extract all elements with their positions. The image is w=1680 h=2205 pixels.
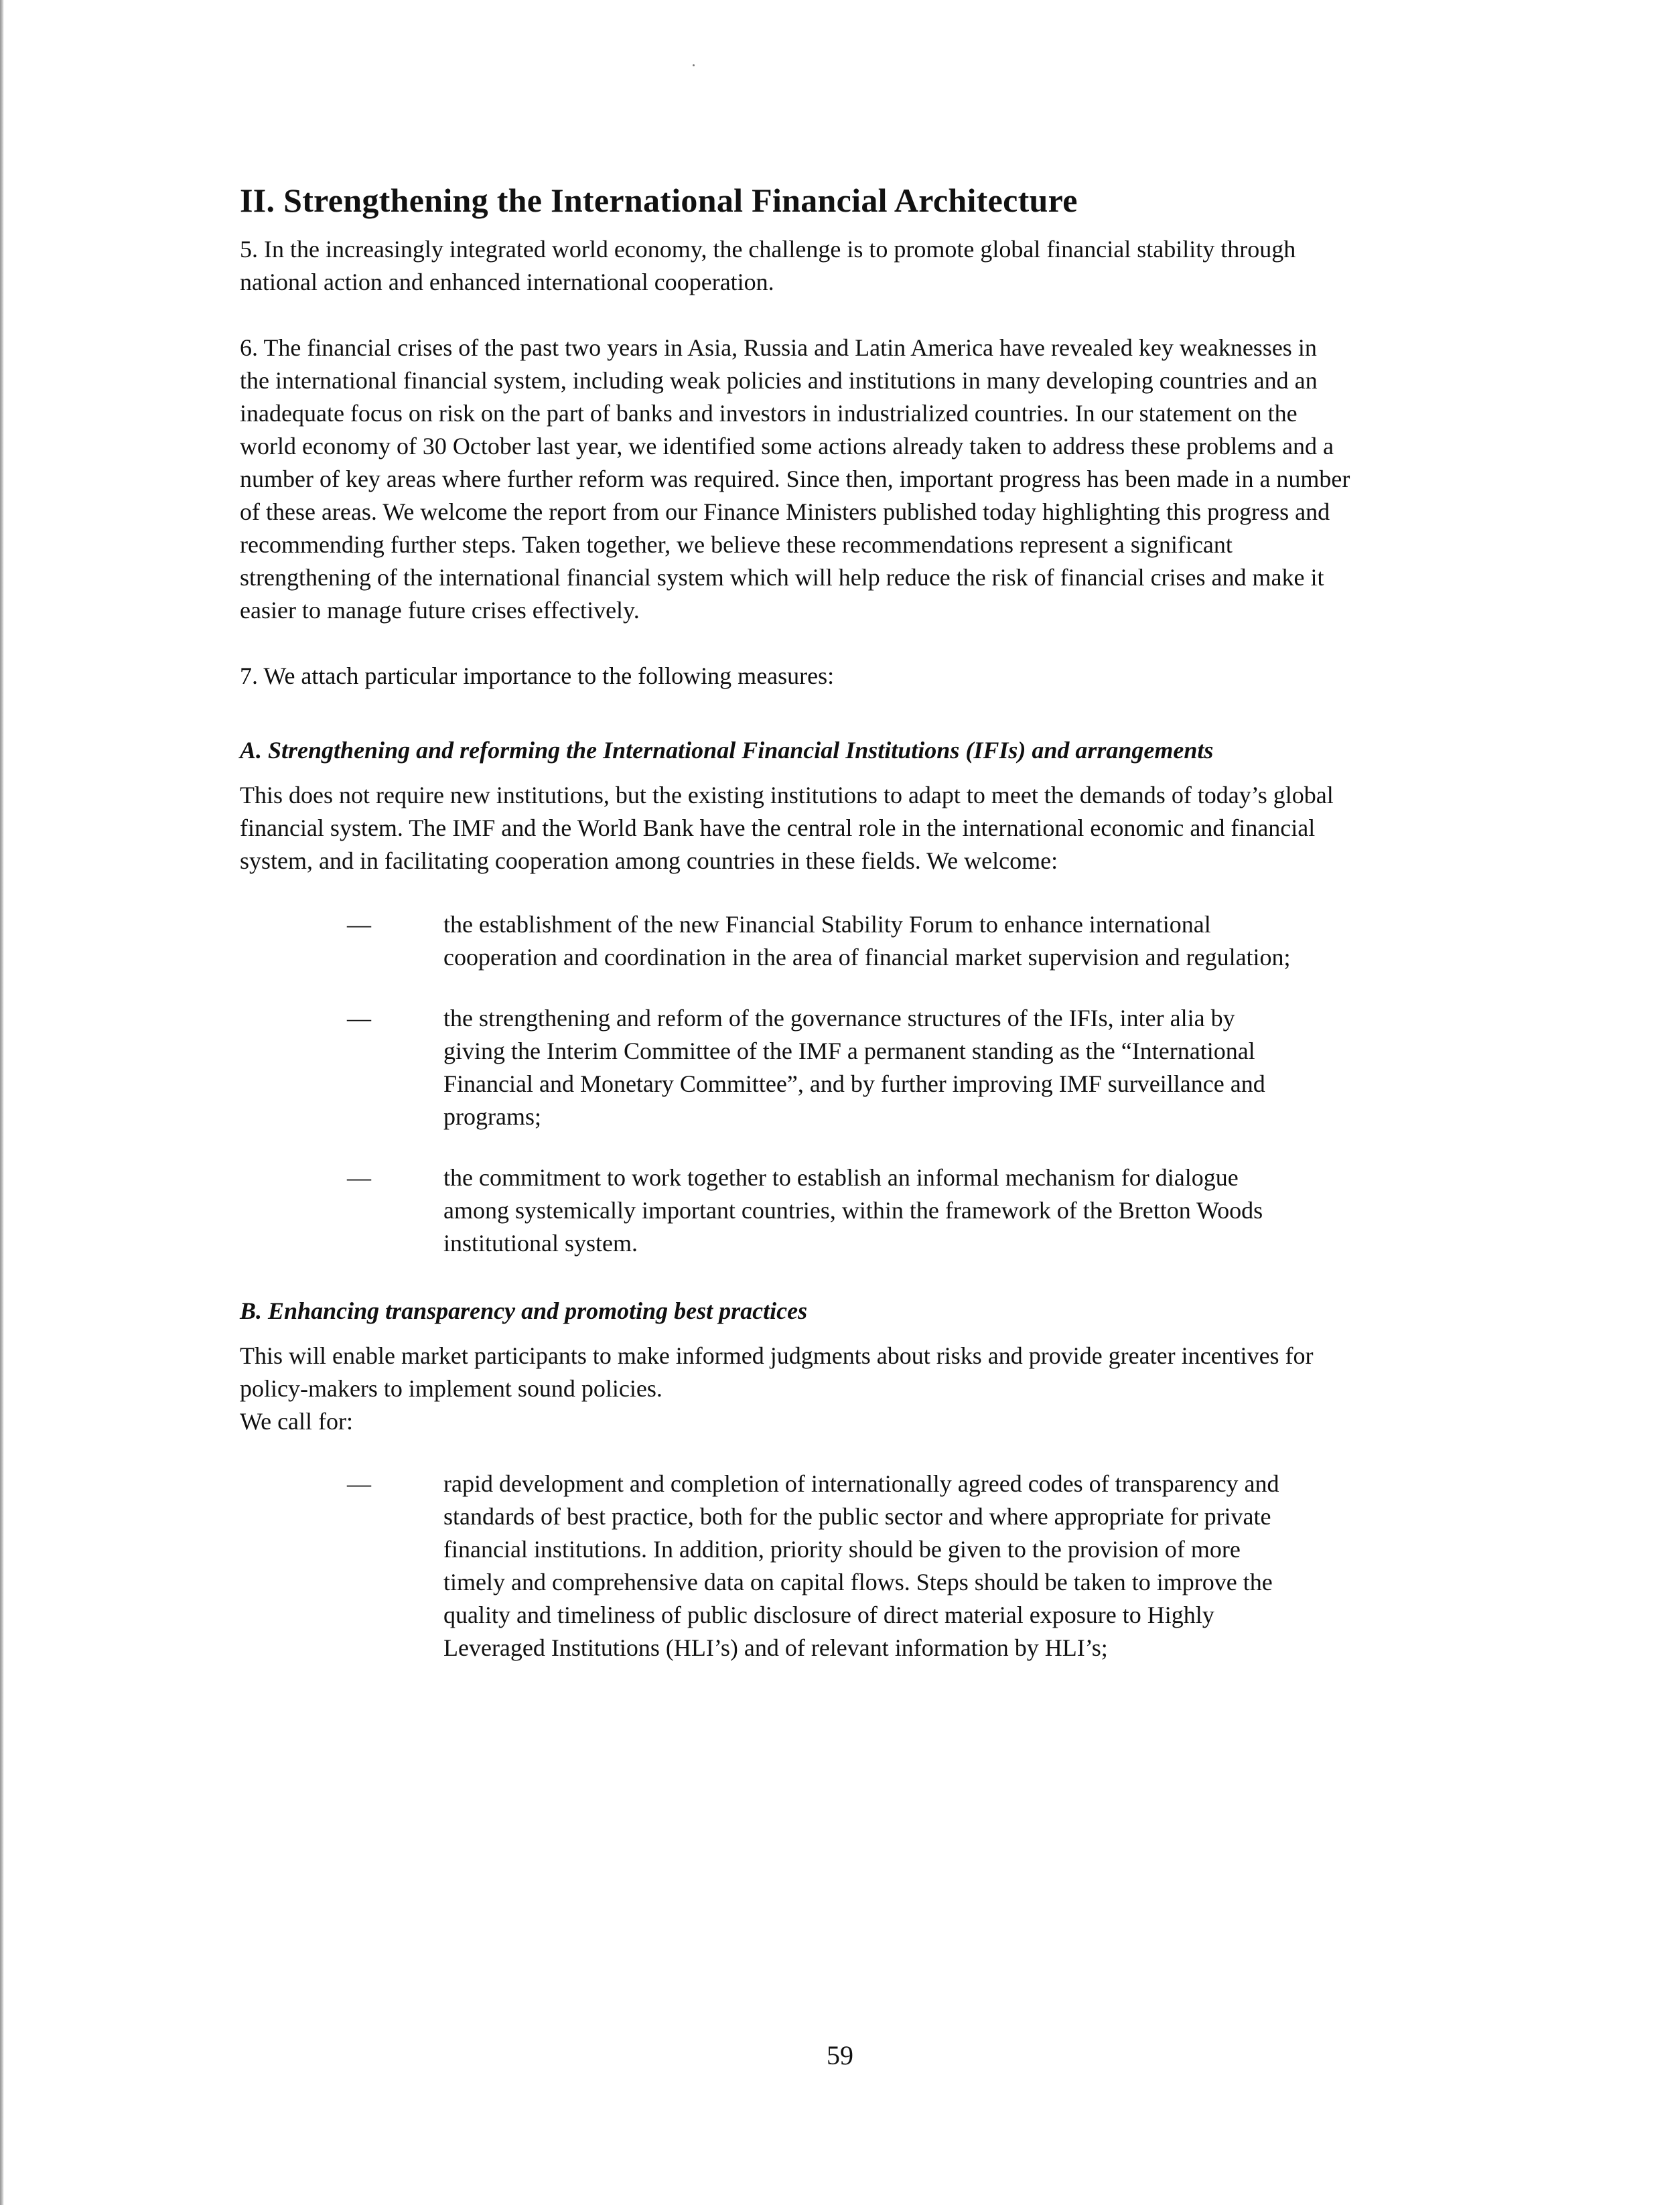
paragraph-7: 7. We attach particular importance to the following measures: (240, 662, 835, 689)
scan-edge (0, 0, 4, 2205)
paragraph-5: 5. In the increasingly integrated world economy, the challenge is to promote global financial stability through national action and enhanced international cooperation. (240, 236, 1296, 295)
section-a-bullet-list (240, 908, 1352, 1260)
section-b-call: We call for: (240, 1408, 354, 1435)
bullet-text: the commitment to work together to establish an informal mechanism for dialogue among systemically important countries, within the framework of the Bretton Woods institutional system. (443, 1164, 1263, 1257)
document-page (240, 181, 1352, 1699)
dash-marker: — (347, 1005, 371, 1032)
bullet-item (240, 1468, 1352, 1664)
section-b-title: B. Enhancing transparency and promoting best practices (240, 1297, 808, 1324)
bullet-item (240, 1002, 1352, 1133)
bullet-item (240, 1161, 1352, 1260)
bullet-item (240, 908, 1352, 974)
dash-marker: — (347, 1164, 371, 1191)
section-a-title: A. Strengthening and reforming the International Financial Institutions (IFIs) and arrangements (240, 737, 1214, 764)
scan-speck (693, 64, 695, 66)
section-b-bullet-list (240, 1468, 1352, 1664)
dash-marker: — (347, 911, 371, 938)
section-heading: II. Strengthening the International Financial Architecture (240, 182, 1078, 219)
dash-marker: — (347, 1470, 371, 1497)
section-a-intro: This does not require new institutions, but the existing institutions to adapt to meet the demands of today’s global financial system. The IMF and the World Bank have the central role in the international economic and financial system, and in facilitating cooperation among countries in these fields. We welcome: (240, 782, 1334, 874)
bullet-text: rapid development and completion of internationally agreed codes of transparency and standards of best practice, both for the public sector and where appropriate for private financial institutions. In addition, priority should be given to the provision of more timely and comprehensive data on capital flows. Steps should be taken to improve the quality and timeliness of public disclosure of direct material exposure to Highly Leveraged Institutions (HLI’s) and of relevant information by HLI’s; (443, 1470, 1279, 1661)
bullet-text: the establishment of the new Financial Stability Forum to enhance international cooperation and coordination in the area of financial market supervision and regulation; (443, 911, 1291, 971)
paragraph-6: 6. The financial crises of the past two years in Asia, Russia and Latin America have revealed key weaknesses in the international financial system, including weak policies and institutions in many developing countries and an inadequate focus on risk on the part of banks and investors in industrialized countries. In our statement on the world economy of 30 October last year, we identified some actions already taken to address these problems and a number of key areas where further reform was required. Since then, important progress has been made in a number of these areas. We welcome the report from our Finance Ministers published today highlighting this progress and recommending further steps. Taken together, we believe these recommendations represent a significant strengthening of the international financial system which will help reduce the risk of financial crises and make it easier to manage future crises effectively. (240, 334, 1350, 624)
bullet-text: the strengthening and reform of the governance structures of the IFIs, inter alia by giving the Interim Committee of the IMF a permanent standing as the “International Financial and Monetary Committee”, and by further improving IMF surveillance and programs; (443, 1005, 1265, 1130)
section-b-intro: This will enable market participants to make informed judgments about risks and provide greater incentives for policy-makers to implement sound policies. (240, 1342, 1314, 1402)
page-number: 59 (827, 2040, 853, 2070)
